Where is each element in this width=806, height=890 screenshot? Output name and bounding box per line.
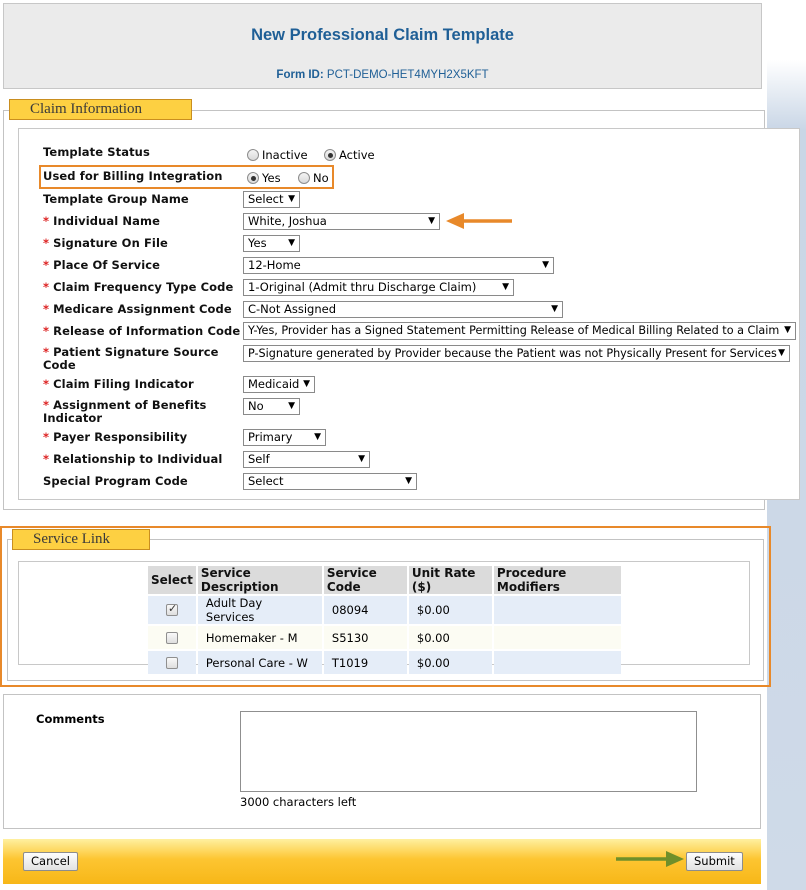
chevron-down-icon: ▼ xyxy=(288,238,295,248)
assignment-benefits-label-line1: Assignment of Benefits xyxy=(53,398,207,412)
release-information-select[interactable] xyxy=(243,322,796,340)
claim-filing-select[interactable] xyxy=(243,376,315,393)
template-status-label: Template Status xyxy=(43,145,150,159)
form-id-value: PCT-DEMO-HET4MYH2X5KFT xyxy=(326,69,489,81)
radio-unselected-icon xyxy=(298,172,310,184)
signature-on-file-label-text: Signature On File xyxy=(53,236,168,250)
billing-integration-label: Used for Billing Integration xyxy=(43,169,223,183)
service-code-cell: S5130 xyxy=(324,626,407,649)
radio-unselected-icon xyxy=(247,149,259,161)
checkbox-unchecked[interactable] xyxy=(166,657,178,669)
claim-frequency-value: 1-Original (Admit thru Discharge Claim) xyxy=(248,280,477,294)
assignment-benefits-label xyxy=(43,399,207,425)
procedure-modifiers-cell xyxy=(494,626,621,649)
signature-on-file-value: Yes xyxy=(248,236,267,250)
signature-on-file-select[interactable] xyxy=(243,235,300,252)
patient-signature-label xyxy=(43,346,219,372)
template-group-select[interactable] xyxy=(243,191,300,208)
status-active-radio[interactable] xyxy=(324,148,375,162)
procedure-modifiers-cell xyxy=(494,596,621,624)
orange-arrow-icon xyxy=(446,212,512,230)
table-row xyxy=(148,596,621,624)
checkbox-checked[interactable] xyxy=(166,604,178,616)
chevron-down-icon: ▼ xyxy=(778,348,785,358)
cancel-button[interactable]: Cancel xyxy=(23,852,78,871)
status-active-label: Active xyxy=(339,148,375,162)
chevron-down-icon: ▼ xyxy=(428,216,435,226)
required-marker: * xyxy=(43,398,50,412)
service-table-header xyxy=(148,566,621,594)
billing-yes-radio[interactable] xyxy=(247,171,281,185)
comments-textarea[interactable] xyxy=(240,711,697,792)
green-arrow-icon xyxy=(616,850,684,868)
relationship-select[interactable] xyxy=(243,451,370,468)
medicare-assignment-label xyxy=(43,302,232,316)
status-inactive-label: Inactive xyxy=(262,148,308,162)
required-marker: * xyxy=(43,302,50,316)
individual-name-value: White, Joshua xyxy=(248,214,327,228)
medicare-assignment-label-text: Medicare Assignment Code xyxy=(53,302,232,316)
chevron-down-icon: ▼ xyxy=(358,454,365,464)
assignment-benefits-value: No xyxy=(248,399,264,413)
required-marker: * xyxy=(43,258,50,272)
release-information-label xyxy=(43,324,240,338)
required-marker: * xyxy=(43,377,50,391)
form-id-label: Form ID: xyxy=(276,69,324,81)
service-code-cell: T1019 xyxy=(324,651,407,674)
radio-selected-icon xyxy=(324,149,336,161)
assignment-benefits-select[interactable] xyxy=(243,398,300,415)
assignment-benefits-label-line2: Indicator xyxy=(43,411,103,425)
claim-information-legend: Claim Information xyxy=(9,99,192,120)
chevron-down-icon: ▼ xyxy=(288,194,295,204)
medicare-assignment-select[interactable] xyxy=(243,301,563,318)
service-link-legend: Service Link xyxy=(12,529,150,550)
col-service-description: Service Description xyxy=(198,566,322,594)
unit-rate-cell: $0.00 xyxy=(409,651,492,674)
col-procedure-modifiers: Procedure Modifiers xyxy=(494,566,621,594)
procedure-modifiers-cell xyxy=(494,651,621,674)
row-select-cell xyxy=(148,651,196,674)
place-of-service-value: 12-Home xyxy=(248,258,301,272)
row-select-cell xyxy=(148,626,196,649)
payer-responsibility-label-text: Payer Responsibility xyxy=(53,430,188,444)
template-group-label: Template Group Name xyxy=(43,192,189,206)
radio-selected-icon xyxy=(247,172,259,184)
relationship-value: Self xyxy=(248,452,270,466)
place-of-service-label-text: Place Of Service xyxy=(53,258,161,272)
template-group-value: Select xyxy=(248,192,284,206)
payer-responsibility-value: Primary xyxy=(248,430,293,444)
service-table xyxy=(146,564,623,676)
chevron-down-icon: ▼ xyxy=(314,432,321,442)
status-inactive-radio[interactable] xyxy=(247,148,308,162)
payer-responsibility-label xyxy=(43,430,187,444)
chevron-down-icon: ▼ xyxy=(784,325,791,335)
service-description-cell: Homemaker - M xyxy=(198,626,322,649)
signature-on-file-label xyxy=(43,236,168,250)
billing-no-radio[interactable] xyxy=(298,171,329,185)
service-description-cell: Adult Day Services xyxy=(198,596,322,624)
chevron-down-icon: ▼ xyxy=(551,304,558,314)
unit-rate-cell: $0.00 xyxy=(409,626,492,649)
patient-signature-select[interactable] xyxy=(243,345,790,362)
form-id xyxy=(4,69,761,81)
unit-rate-cell: $0.00 xyxy=(409,596,492,624)
place-of-service-label xyxy=(43,258,160,272)
claim-frequency-label-text: Claim Frequency Type Code xyxy=(53,280,234,294)
required-marker: * xyxy=(43,345,50,359)
individual-name-select[interactable] xyxy=(243,213,440,230)
payer-responsibility-select[interactable] xyxy=(243,429,326,446)
required-marker: * xyxy=(43,280,50,294)
page-title: New Professional Claim Template xyxy=(251,26,514,44)
chevron-down-icon: ▼ xyxy=(405,476,412,486)
checkbox-unchecked[interactable] xyxy=(166,632,178,644)
patient-signature-label-line2: Code xyxy=(43,358,76,372)
release-information-label-text: Release of Information Code xyxy=(53,324,241,338)
claim-frequency-label xyxy=(43,280,233,294)
page-header xyxy=(3,3,762,89)
special-program-label: Special Program Code xyxy=(43,474,188,488)
row-select-cell xyxy=(148,596,196,624)
place-of-service-select[interactable] xyxy=(243,257,554,274)
service-code-cell: 08094 xyxy=(324,596,407,624)
patient-signature-value: P-Signature generated by Provider because the Patient was not Physically Present for Services xyxy=(248,347,777,360)
special-program-select[interactable] xyxy=(243,473,417,490)
required-marker: * xyxy=(43,430,50,444)
relationship-label xyxy=(43,452,222,466)
col-unit-rate: Unit Rate ($) xyxy=(409,566,492,594)
claim-frequency-select[interactable] xyxy=(243,279,514,296)
table-row xyxy=(148,651,621,674)
col-select: Select xyxy=(148,566,196,594)
table-row xyxy=(148,626,621,649)
release-information-value: Y-Yes, Provider has a Signed Statement Permitting Release of Medical Billing Related to a Claim xyxy=(248,324,780,337)
special-program-value: Select xyxy=(248,474,284,488)
claim-filing-label xyxy=(43,377,194,391)
billing-no-label: No xyxy=(313,171,329,185)
service-description-cell: Personal Care - W xyxy=(198,651,322,674)
chevron-down-icon: ▼ xyxy=(542,260,549,270)
required-marker: * xyxy=(43,324,50,338)
characters-left: 3000 characters left xyxy=(240,795,357,809)
chevron-down-icon: ▼ xyxy=(288,401,295,411)
patient-signature-label-line1: Patient Signature Source xyxy=(53,345,219,359)
billing-yes-label: Yes xyxy=(262,171,281,185)
claim-filing-label-text: Claim Filing Indicator xyxy=(53,377,194,391)
medicare-assignment-value: C-Not Assigned xyxy=(248,302,336,316)
relationship-label-text: Relationship to Individual xyxy=(53,452,223,466)
claim-filing-value: Medicaid xyxy=(248,377,300,391)
col-service-code: Service Code xyxy=(324,566,407,594)
individual-name-label-text: Individual Name xyxy=(53,214,160,228)
chevron-down-icon: ▼ xyxy=(303,379,310,389)
required-marker: * xyxy=(43,236,50,250)
chevron-down-icon: ▼ xyxy=(502,282,509,292)
required-marker: * xyxy=(43,214,50,228)
submit-button[interactable]: Submit xyxy=(686,852,743,871)
required-marker: * xyxy=(43,452,50,466)
individual-name-label xyxy=(43,214,160,228)
comments-label: Comments xyxy=(36,712,105,726)
